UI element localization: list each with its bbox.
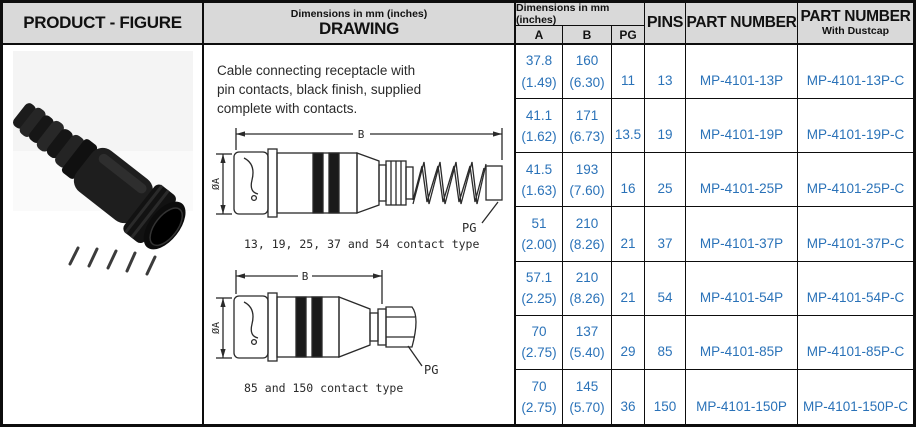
cell-pg [612, 153, 645, 207]
cell-pg [612, 262, 645, 316]
pg-label: PG [462, 221, 477, 236]
cell-pg [612, 99, 645, 153]
cell-pg [612, 316, 645, 370]
cell-b-value: 145 [575, 378, 599, 394]
cell-b [563, 207, 612, 261]
cell-part-number [686, 45, 798, 99]
cell-pins-value: 150 [653, 398, 677, 414]
part-number-dustcap-subtitle: With Dustcap [822, 25, 889, 38]
cell-part-number [686, 370, 798, 424]
cell-part-number-dustcap-value: MP-4101-54P-C [806, 289, 905, 305]
part-number-dustcap-title: PART NUMBER [800, 8, 911, 26]
description-line: pin contacts, black finish, supplied [217, 82, 422, 98]
cell-a [516, 316, 563, 370]
cell-pins-value: 25 [657, 181, 673, 197]
product-photo-area [3, 45, 202, 427]
cell-a [516, 370, 563, 424]
cell-part-number-dustcap [798, 316, 913, 370]
product-figure-column [3, 3, 204, 424]
cell-pins [645, 99, 686, 153]
cell-b-value: (7.60) [569, 183, 605, 199]
cell-pg [612, 370, 645, 424]
drawing-caption-plain: 85 and 150 contact type [244, 381, 404, 396]
cell-a-value: (2.75) [521, 400, 557, 416]
cell-part-number-dustcap [798, 45, 913, 99]
cell-a-value: 41.5 [525, 161, 553, 177]
cell-a-value: (2.00) [521, 237, 557, 253]
cell-part-number [686, 153, 798, 207]
cell-a-value: (2.75) [521, 345, 557, 361]
connector-photo [3, 45, 202, 425]
cell-a-value: 57.1 [525, 269, 553, 285]
cell-b [563, 370, 612, 424]
cell-b [563, 153, 612, 207]
cell-a-value: (1.63) [521, 183, 557, 199]
cell-b [563, 316, 612, 370]
dim-a-label: ØA [211, 178, 222, 191]
cell-b-value: 210 [575, 269, 599, 285]
drawing-coil-type [210, 120, 510, 255]
cell-part-number-value: MP-4101-85P [699, 343, 784, 359]
dim-b-label: B [357, 128, 365, 142]
cell-pins-value: 19 [657, 127, 673, 143]
cell-a-value: (2.25) [521, 291, 557, 307]
cell-part-number-value: MP-4101-25P [699, 181, 784, 197]
column-header-b: B [563, 26, 612, 45]
cell-part-number-value: MP-4101-13P [699, 73, 784, 89]
cell-a-value: (1.62) [521, 128, 557, 144]
cell-a-value: 70 [531, 378, 547, 394]
cell-b-value: (6.73) [569, 128, 605, 144]
dim-b-label: B [301, 270, 309, 284]
cell-a [516, 45, 563, 99]
cell-pins [645, 207, 686, 261]
cell-b-value: (5.70) [569, 400, 605, 416]
cell-part-number-dustcap [798, 262, 913, 316]
cell-a [516, 207, 563, 261]
cell-part-number-dustcap-value: MP-4101-19P-C [806, 127, 905, 143]
cell-pg-value: 21 [620, 235, 636, 251]
cell-part-number [686, 316, 798, 370]
drawing-column [204, 3, 516, 424]
cell-pins-value: 13 [657, 73, 673, 89]
cell-pins-value: 85 [657, 343, 673, 359]
cell-part-number-dustcap [798, 370, 913, 424]
spec-table [516, 3, 913, 424]
cell-b-value: 137 [575, 324, 599, 340]
cell-part-number-dustcap [798, 207, 913, 261]
column-header-pg: PG [612, 26, 645, 45]
cell-pg-value: 16 [620, 181, 636, 197]
cell-pins-value: 37 [657, 235, 673, 251]
cell-a [516, 99, 563, 153]
cell-a-value: 37.8 [525, 53, 553, 69]
cell-b-value: (5.40) [569, 345, 605, 361]
cell-b [563, 99, 612, 153]
cell-b [563, 262, 612, 316]
cell-pins [645, 370, 686, 424]
dim-a-label: ØA [211, 322, 222, 335]
cell-b-value: (6.30) [569, 74, 605, 90]
description-line: complete with contacts. [217, 101, 358, 117]
description-line: Cable connecting receptacle with [217, 63, 416, 78]
pg-label: PG [424, 363, 439, 378]
cell-part-number-dustcap-value: MP-4101-37P-C [806, 235, 905, 251]
cell-pg-value: 36 [620, 398, 636, 414]
cell-part-number-value: MP-4101-54P [699, 289, 784, 305]
cell-pins [645, 45, 686, 99]
column-header-pins: PINS [645, 3, 686, 45]
cell-pg-value: 11 [620, 73, 635, 89]
drawing-caption-coil: 13, 19, 25, 37 and 54 contact type [244, 237, 480, 252]
drawing-header-title: DRAWING [318, 19, 400, 39]
cell-part-number-dustcap-value: MP-4101-13P-C [806, 73, 905, 89]
column-header-part-number-dustcap [798, 3, 913, 45]
cell-part-number-value: MP-4101-19P [699, 127, 784, 143]
cell-pins-value: 54 [657, 289, 673, 305]
column-header-part-number: PART NUMBER [686, 3, 798, 45]
cell-a-value: 41.1 [525, 107, 553, 123]
cell-a-value: 51 [531, 215, 547, 231]
cell-a [516, 262, 563, 316]
technical-drawings [204, 118, 514, 405]
pin-contacts [70, 248, 155, 274]
cell-pins [645, 316, 686, 370]
cell-pins [645, 153, 686, 207]
cell-b-value: 160 [575, 53, 599, 69]
product-figure-header [3, 3, 202, 45]
cell-pg [612, 207, 645, 261]
cell-b [563, 45, 612, 99]
cell-part-number [686, 99, 798, 153]
cell-part-number [686, 207, 798, 261]
cell-part-number-value: MP-4101-150P [696, 398, 787, 414]
cell-b-value: (8.26) [569, 291, 605, 307]
cell-b-value: 171 [575, 107, 599, 123]
drawing-header-subtitle: Dimensions in mm (inches) [290, 7, 428, 20]
cell-b-value: 193 [575, 161, 599, 177]
column-header-a: A [516, 26, 563, 45]
dimensions-header: Dimensions in mm (inches) [516, 3, 645, 26]
cell-part-number-dustcap [798, 153, 913, 207]
cell-pg-value: 29 [620, 343, 636, 359]
product-figure-title: PRODUCT - FIGURE [23, 13, 182, 33]
cell-a-value: 70 [531, 324, 547, 340]
cell-part-number-dustcap-value: MP-4101-25P-C [806, 181, 905, 197]
cell-part-number-dustcap [798, 99, 913, 153]
cell-a-value: (1.49) [521, 74, 557, 90]
cell-a [516, 153, 563, 207]
cell-pg [612, 45, 645, 99]
drawing-header [204, 3, 514, 45]
cell-part-number-value: MP-4101-37P [699, 235, 784, 251]
cell-pg-value: 21 [620, 289, 636, 305]
cell-part-number-dustcap-value: MP-4101-85P-C [806, 343, 905, 359]
product-description [204, 45, 514, 118]
cell-b-value: (8.26) [569, 237, 605, 253]
cell-part-number [686, 262, 798, 316]
cell-pg-value: 13.5 [614, 127, 642, 143]
cell-pins [645, 262, 686, 316]
cell-part-number-dustcap-value: MP-4101-150P-C [802, 398, 909, 414]
cell-b-value: 210 [575, 215, 599, 231]
drawing-plain-type [210, 260, 510, 400]
